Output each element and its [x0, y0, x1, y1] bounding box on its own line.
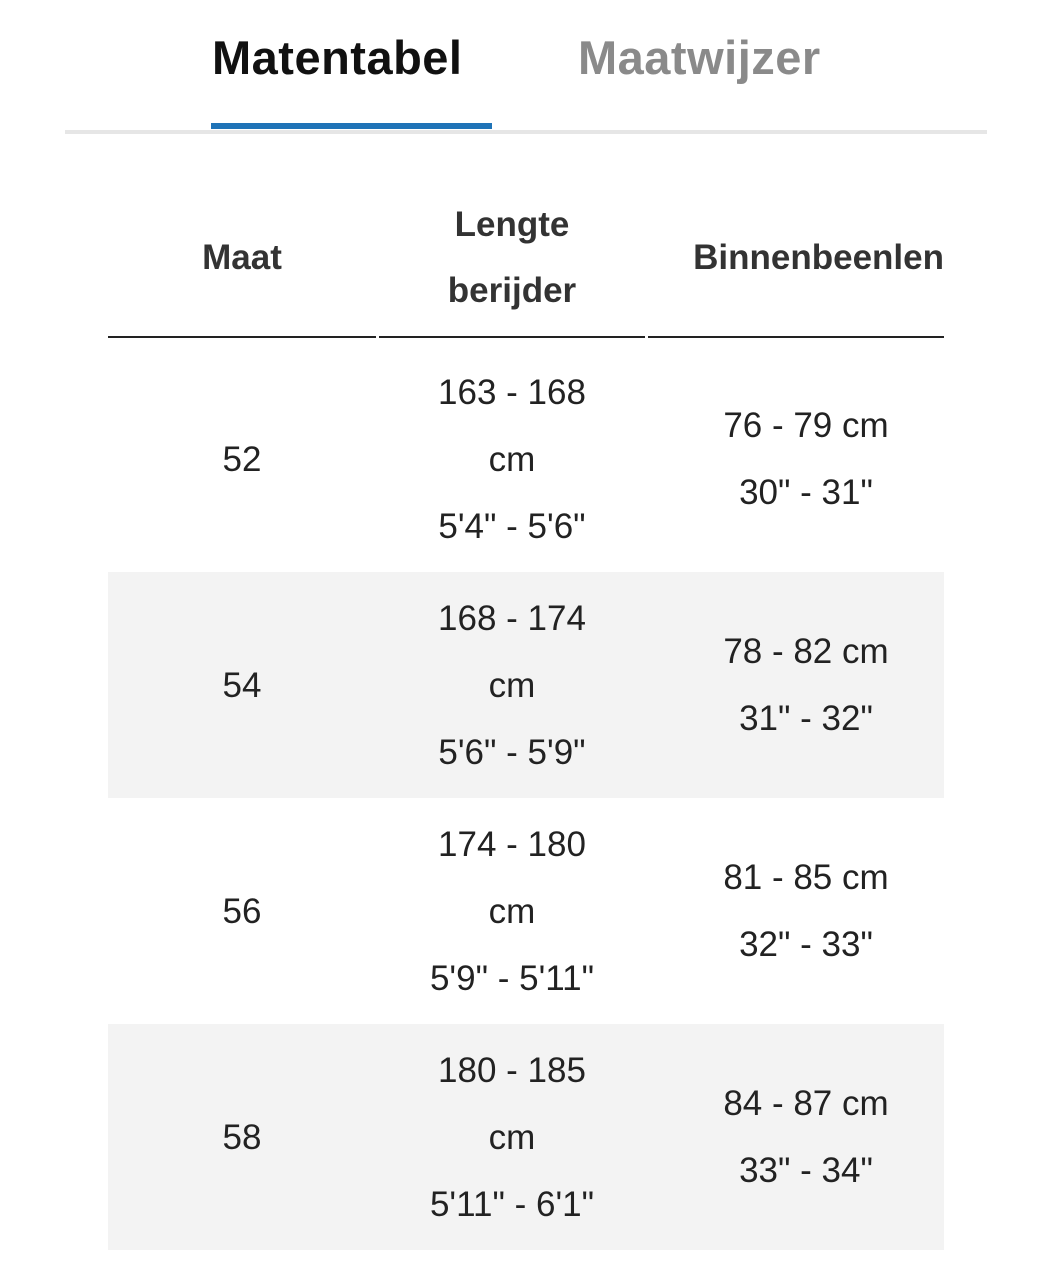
header-inseam-label: Binnenbeenlen: [693, 238, 944, 277]
table-header-row: [108, 180, 944, 338]
height-cm-range: 163 - 168: [438, 372, 586, 412]
inseam-cm: 84 - 87 cm: [723, 1084, 889, 1123]
cell-rider-height: [379, 346, 645, 572]
cell-inseam: [648, 798, 944, 1024]
height-ft: 5'9" - 5'11": [429, 958, 595, 998]
table-row: [108, 1024, 944, 1250]
height-cm-range: 168 - 174: [438, 598, 586, 638]
inseam-in: 32" - 33": [739, 925, 873, 964]
cell-inseam: [648, 1024, 944, 1250]
height-cm-unit: cm: [488, 891, 536, 931]
inseam-cm: 81 - 85 cm: [723, 858, 889, 897]
header-inseam: [648, 180, 944, 338]
header-size-label: Maat: [202, 238, 282, 277]
height-cm-unit: cm: [488, 1117, 536, 1157]
tab-matentabel[interactable]: Matentabel: [212, 31, 463, 84]
height-cm-unit: cm: [488, 439, 536, 479]
cell-size: 52: [222, 439, 262, 479]
cell-inseam: [648, 346, 944, 572]
tab-maatwijzer[interactable]: Maatwijzer: [578, 31, 821, 84]
inseam-cm: 76 - 79 cm: [723, 406, 889, 445]
table-row: [108, 572, 944, 798]
inseam-in: 33" - 34": [739, 1151, 873, 1190]
tab-bar: [65, 0, 987, 134]
height-ft: 5'4" - 5'6": [438, 506, 586, 546]
cell-rider-height: [379, 572, 645, 798]
header-size: [108, 180, 376, 338]
table-row: [108, 346, 944, 572]
cell-inseam: [648, 572, 944, 798]
inseam-in: 31" - 32": [739, 699, 873, 738]
header-rider-height: [379, 180, 645, 338]
height-ft: 5'11" - 6'1": [429, 1184, 595, 1224]
height-ft: 5'6" - 5'9": [438, 732, 586, 772]
header-spacer: [108, 338, 944, 346]
cell-size: 54: [222, 665, 262, 705]
inseam-in: 30" - 31": [739, 473, 873, 512]
height-cm-range: 180 - 185: [438, 1050, 586, 1090]
active-tab-indicator: [211, 123, 492, 129]
height-cm-unit: cm: [488, 665, 536, 705]
cell-rider-height: [379, 1024, 645, 1250]
size-table: [108, 180, 944, 1250]
inseam-cm: 78 - 82 cm: [723, 632, 889, 671]
height-cm-range: 174 - 180: [438, 824, 586, 864]
cell-size: 58: [222, 1117, 262, 1157]
table-row: [108, 798, 944, 1024]
cell-rider-height: [379, 798, 645, 1024]
cell-size: 56: [222, 891, 262, 931]
header-height-line2: berijder: [447, 271, 577, 310]
header-height-line1: Lengte: [454, 205, 570, 244]
